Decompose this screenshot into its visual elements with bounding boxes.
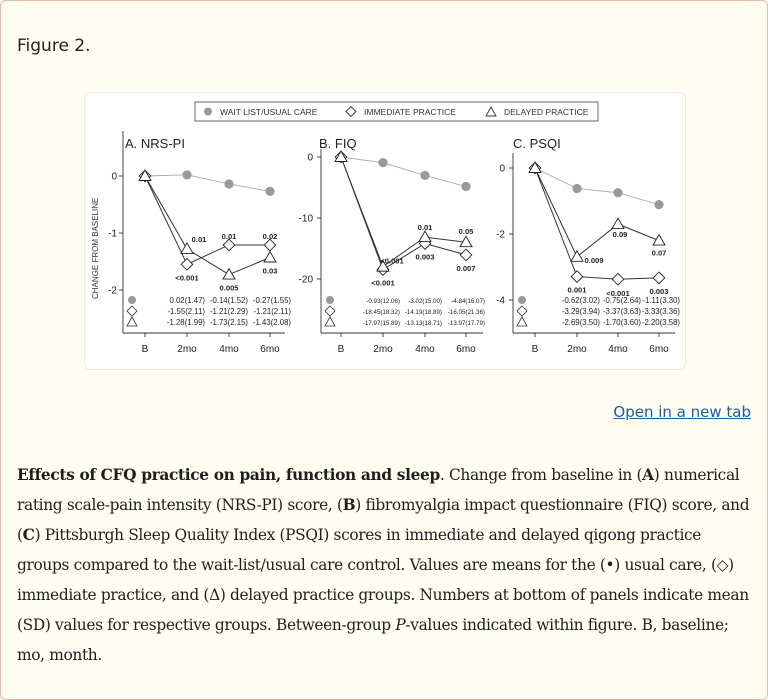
circle-marker-icon: [265, 187, 274, 196]
x-tick-label: 4mo: [415, 344, 435, 355]
mean-sd-value: -16.05(21.36): [447, 309, 485, 316]
circle-marker-icon: [182, 170, 191, 179]
x-tick-label: 6mo: [456, 344, 476, 355]
panel-title: B. FIQ: [319, 136, 357, 151]
mean-sd-value: -1.70(3.60): [602, 318, 641, 327]
legend-label-immediate: IMMEDIATE PRACTICE: [364, 107, 456, 117]
mean-sd-value: -1.55(2.11): [167, 307, 205, 316]
mean-sd-value: -1.11(3.30): [642, 296, 680, 305]
mean-sd-value: -1.28(1.99): [166, 318, 205, 327]
mean-sd-value: -2.69(3.50): [561, 318, 600, 327]
p-value-label: <0.001: [380, 256, 404, 266]
caption-text: ) Pittsburgh Sleep Quality Index (PSQI) scores in immediate and delayed qigong practice groups compared to the wait-list/usual care control. Values are means for the (•) usual care, (◇) immediate practice, and (Δ) delayed practice groups. Numbers at bottom of panels indicate mean (SD) values for respective groups. Between-group: [17, 526, 749, 634]
circle-marker-icon: [572, 184, 581, 193]
legend: [195, 102, 598, 121]
y-tick-label: 0: [111, 171, 117, 183]
diamond-marker-icon: [653, 272, 665, 284]
p-value-label: 0.09: [612, 230, 628, 240]
circle-icon: [204, 108, 212, 116]
x-tick-label: B: [141, 344, 149, 355]
mean-sd-value: -17.97(15.89): [362, 320, 400, 327]
p-value-label: 0.07: [651, 248, 667, 258]
y-tick-label: -4: [496, 295, 505, 307]
x-tick-label: 2mo: [373, 344, 393, 355]
circle-marker-icon: [224, 179, 233, 188]
mean-sd-value: -0.93(12.06): [366, 298, 400, 305]
x-tick-label: 2mo: [567, 344, 587, 355]
y-axis-label: CHANGE FROM BASELINE: [91, 197, 100, 299]
y-tick-label: -2: [108, 285, 117, 297]
y-tick-label: -1: [108, 228, 117, 240]
panel-title: A. NRS-PI: [125, 136, 185, 151]
diamond-marker-icon: [460, 249, 472, 261]
mean-sd-value: -3.33(3.36): [641, 307, 680, 316]
mean-sd-value: -3.02(15.00): [408, 298, 442, 305]
legend-label-usual: WAIT LIST/USUAL CARE: [220, 107, 318, 117]
figure-chart: [85, 93, 685, 369]
triangle-icon: [325, 317, 335, 326]
mean-sd-value: -0.75(2.64): [602, 296, 641, 305]
figure-image: [84, 92, 686, 370]
p-value-label: 0.03: [262, 266, 278, 276]
p-value-label: <0.001: [175, 273, 199, 283]
triangle-marker-icon: [419, 231, 431, 242]
series-line: [145, 175, 270, 192]
caption-panel-a: A: [642, 466, 654, 484]
diamond-icon: [127, 306, 137, 316]
diamond-marker-icon: [612, 273, 624, 285]
triangle-marker-icon: [264, 252, 276, 263]
x-tick-label: B: [337, 344, 345, 355]
y-tick-label: -20: [298, 274, 313, 286]
p-value-label: 0.01: [417, 223, 433, 233]
caption-title: Effects of CFQ practice on pain, function and sleep: [17, 466, 440, 484]
circle-icon: [518, 296, 526, 304]
triangle-marker-icon: [181, 243, 193, 254]
mean-sd-value: -3.37(3.63): [602, 307, 641, 316]
x-tick-label: 2mo: [177, 344, 197, 355]
x-tick-label: 4mo: [608, 344, 628, 355]
figure-label: Figure 2.: [17, 36, 91, 56]
mean-sd-value: -13.13(18.71): [404, 320, 442, 327]
x-tick-label: 4mo: [219, 344, 239, 355]
y-tick-label: -10: [298, 213, 313, 225]
caption-text: -values indicated within figure. B, baseline; mo, month.: [17, 616, 729, 664]
mean-sd-value: -4.84(16.07): [451, 298, 485, 305]
mean-sd-value: -1.21(2.11): [253, 307, 291, 316]
mean-sd-value: -0.14(1.52): [209, 296, 248, 305]
mean-sd-value: -1.43(2.08): [252, 318, 291, 327]
legend-label-delayed: DELAYED PRACTICE: [504, 107, 589, 117]
diamond-icon: [517, 306, 527, 316]
triangle-marker-icon: [653, 235, 665, 246]
p-value-label: 0.005: [219, 283, 239, 293]
open-in-new-tab-link[interactable]: Open in a new tab: [613, 403, 751, 421]
triangle-marker-icon: [612, 218, 624, 229]
figure-caption: [17, 460, 757, 670]
p-value-label: 0.02: [262, 231, 278, 241]
x-tick-label: 6mo: [649, 344, 669, 355]
circle-icon: [128, 296, 136, 304]
series-line: [535, 168, 659, 205]
panel-title: C. PSQI: [513, 136, 561, 151]
y-tick-label: 0: [499, 163, 505, 175]
mean-sd-value: -2.20(3.58): [641, 318, 680, 327]
p-value-label: 0.003: [649, 286, 669, 296]
x-tick-label: B: [531, 344, 539, 355]
mean-sd-value: -18.45(18.32): [362, 309, 400, 316]
triangle-marker-icon: [571, 251, 583, 262]
p-value-label: 0.05: [458, 227, 474, 237]
y-tick-label: 0: [307, 152, 313, 164]
p-value-label: <0.001: [371, 278, 395, 288]
y-tick-label: -2: [496, 229, 505, 241]
p-value-label: 0.003: [415, 252, 435, 262]
circle-marker-icon: [420, 171, 429, 180]
diamond-marker-icon: [181, 259, 193, 271]
mean-sd-value: -1.21(2.29): [209, 307, 248, 316]
x-tick-label: 6mo: [260, 344, 280, 355]
caption-p-italic: P: [395, 616, 406, 634]
mean-sd-value: -13.97(17.79): [447, 320, 485, 327]
triangle-marker-icon: [223, 269, 235, 280]
caption-panel-b: B: [342, 496, 356, 514]
triangle-icon: [517, 317, 527, 326]
caption-text: . Change from baseline in (: [439, 466, 643, 484]
circle-marker-icon: [613, 188, 622, 197]
circle-marker-icon: [378, 158, 387, 167]
series-line: [535, 168, 659, 257]
mean-sd-value: -0.62(3.02): [561, 296, 600, 305]
p-value-label: 0.01: [191, 234, 207, 244]
diamond-marker-icon: [571, 271, 583, 283]
mean-sd-value: 0.02(1.47): [169, 296, 205, 305]
mean-sd-value: -3.29(3.94): [561, 307, 600, 316]
caption-text: ) fibromyalgia impact questionnaire (FIQ) score, and (: [17, 496, 750, 544]
caption-panel-c: C: [22, 526, 35, 544]
circle-icon: [326, 296, 334, 304]
mean-sd-value: -14.19(18.89): [404, 309, 442, 316]
series-line: [145, 176, 270, 275]
triangle-icon: [127, 317, 137, 326]
caption-text: ) numerical rating scale-pain intensity (NRS-PI) score, (: [17, 466, 740, 514]
p-value-label: 0.007: [456, 263, 476, 273]
series-line: [145, 176, 270, 264]
mean-sd-value: -1.73(2.15): [209, 318, 248, 327]
diamond-icon: [325, 306, 335, 316]
circle-marker-icon: [654, 200, 663, 209]
series-line: [341, 157, 466, 187]
p-value-label: 0.009: [584, 255, 604, 265]
p-value-label: 0.01: [221, 231, 237, 241]
p-value-label: <0.001: [606, 289, 630, 299]
mean-sd-value: -0.27(1.55): [252, 296, 291, 305]
p-value-label: 0.001: [567, 285, 587, 295]
circle-marker-icon: [461, 182, 470, 191]
